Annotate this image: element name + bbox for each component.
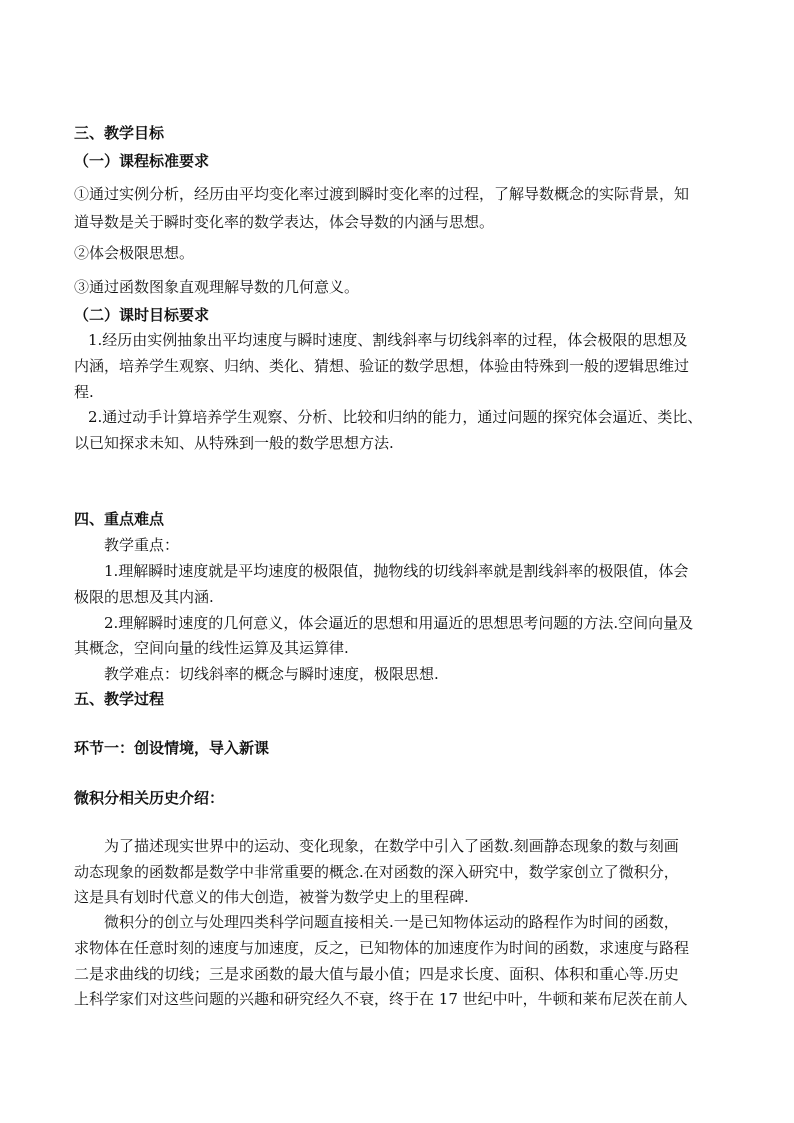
paragraph-line: 教学难点：切线斜率的概念与瞬时速度，极限思想. [104, 665, 439, 683]
section-heading-teaching-goals: 三、教学目标 [74, 124, 165, 142]
paragraph-line: 内涵，培养学生观察、归纳、类化、猜想、验证的数学思想，体验由特殊到一般的逻辑思维过 [74, 357, 690, 375]
paragraph-line: 这是具有划时代意义的伟大创造，被誉为数学史上的里程碑. [74, 888, 469, 906]
paragraph-line: 1.经历由实例抽象出平均速度与瞬时速度、割线斜率与切线斜率的过程，体会极限的思想及 [88, 331, 688, 349]
paragraph-line: ②体会极限思想。 [74, 244, 195, 262]
paragraph-line: 以已知探求未知、从特殊到一般的数学思想方法. [74, 434, 394, 452]
paragraph-line: 微积分的创立与处理四类科学问题直接相关.一是已知物体运动的路程作为时间的函数， [104, 913, 679, 931]
section-heading-teaching-process: 五、教学过程 [74, 690, 165, 708]
paragraph-line: 1.理解瞬时速度就是平均速度的极限值，抛物线的切线斜率就是割线斜率的极限值，体会 [104, 562, 689, 580]
subheading-lesson-goals: （二）课时目标要求 [74, 306, 210, 324]
paragraph-line: 二是求曲线的切线；三是求函数的最大值与最小值；四是求长度、面积、体积和重心等.历史 [74, 965, 679, 983]
subheading-curriculum-standards: （一）课程标准要求 [74, 152, 210, 170]
paragraph-line: 教学重点： [104, 536, 180, 554]
paragraph-line: ③通过函数图象直观理解导数的几何意义。 [74, 278, 360, 296]
paragraph-line: 极限的思想及其内涵. [74, 588, 214, 606]
paragraph-line: 道导数是关于瞬时变化率的数学表达，体会导数的内涵与思想。 [74, 213, 495, 231]
paragraph-line: 其概念，空间向量的线性运算及其运算律. [74, 639, 349, 657]
paragraph-line: 为了描述现实世界中的运动、变化现象，在数学中引入了函数.刻画静态现象的数与刻画 [104, 837, 679, 855]
paragraph-line: 求物体在任意时刻的速度与加速度，反之，已知物体的加速度作为时间的函数，求速度与路程 [74, 939, 690, 957]
paragraph-line: 2.理解瞬时速度的几何意义，体会逼近的思想和用逼近的思想思考问题的方法.空间向量及 [104, 614, 694, 632]
paragraph-line: 上科学家们对这些问题的兴趣和研究经久不衰，终于在 17 世纪中叶，牛顿和莱布尼茨在前人 [74, 990, 688, 1008]
paragraph-line: 程. [74, 383, 94, 401]
paragraph-line: 动态现象的函数都是数学中非常重要的概念.在对函数的深入研究中，数学家创立了微积分， [74, 863, 679, 881]
paragraph-line: 2.通过动手计算培养学生观察、分析、比较和归纳的能力，通过问题的探究体会逼近、类比、 [88, 408, 703, 426]
step-heading: 环节一：创设情境，导入新课 [74, 739, 270, 757]
history-heading: 微积分相关历史介绍： [74, 789, 225, 807]
paragraph-line: ①通过实例分析，经历由平均变化率过渡到瞬时变化率的过程，了解导数概念的实际背景，知 [74, 185, 690, 203]
section-heading-key-points: 四、重点难点 [74, 510, 165, 528]
